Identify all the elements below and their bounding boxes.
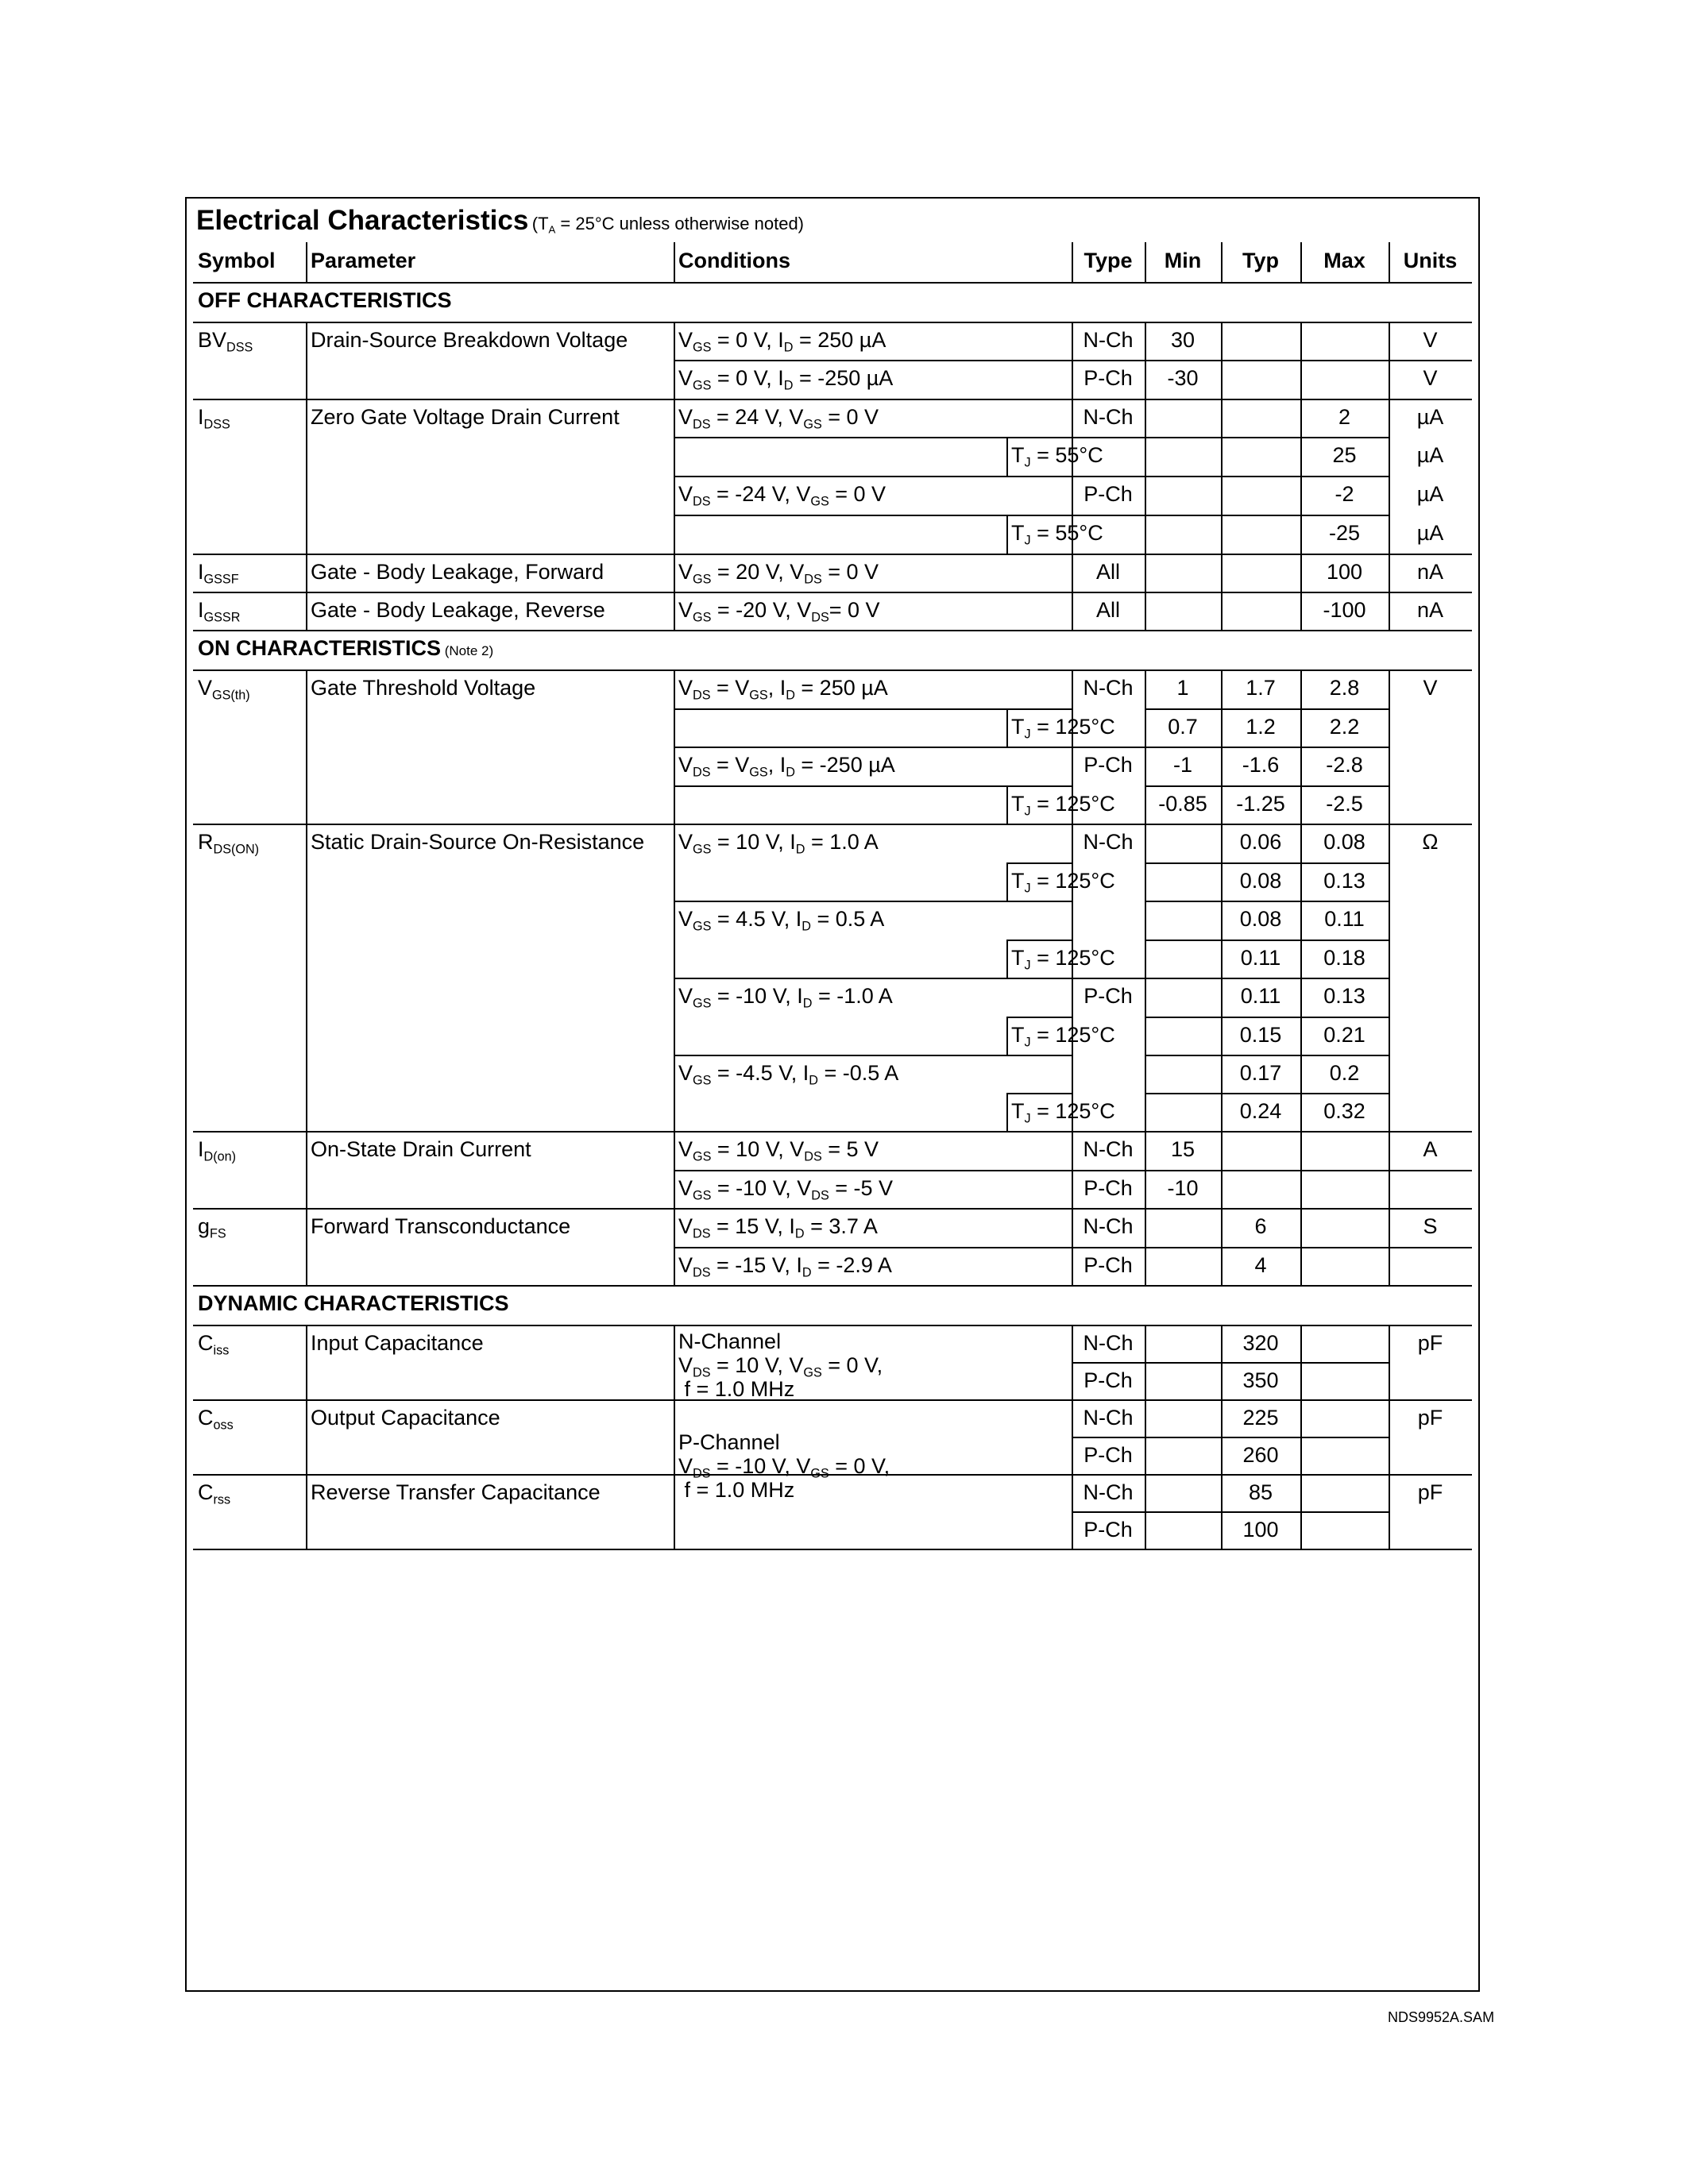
max: 0.18: [1323, 946, 1365, 970]
type: P-Ch: [1083, 1253, 1133, 1277]
unit: pF: [1417, 1331, 1443, 1355]
unit: V: [1423, 676, 1438, 700]
tj-condition: $T_J = 125^\circ C$: [1011, 792, 1115, 819]
section-off: OFF CHARACTERISTICS: [198, 288, 452, 312]
row-divider: [193, 1325, 1472, 1326]
max: 0.13: [1323, 869, 1365, 893]
typ: 85: [1248, 1480, 1273, 1504]
min: 15: [1170, 1137, 1196, 1161]
row-divider: [1006, 1017, 1072, 1018]
row-divider: [674, 978, 1072, 979]
max: 0.2: [1329, 1061, 1360, 1085]
type: P-Ch: [1083, 1518, 1133, 1542]
column-divider: [1006, 940, 1008, 978]
row-divider: [1072, 1511, 1389, 1513]
row-divider: [674, 1055, 1072, 1056]
column-divider: [306, 1325, 307, 1549]
condition-nchannel: N-Channel $V_{DS} = 10$ V, $V_{GS} = 0$ V, f = 1.0 MHz: [678, 1329, 883, 1401]
column-divider: [1072, 1325, 1073, 1549]
unit: Ω: [1422, 830, 1439, 854]
max: 0.13: [1323, 984, 1365, 1008]
row-divider: [1006, 437, 1072, 438]
type: P-Ch: [1083, 1176, 1133, 1200]
row-divider: [1389, 1247, 1472, 1248]
condition: $V_{GS} = -10$ V, $V_{DS} = -5$ V: [678, 1176, 894, 1203]
row-divider: [193, 399, 1472, 400]
param-bvdss: Drain-Source Breakdown Voltage: [311, 328, 628, 352]
type: N-Ch: [1083, 1406, 1134, 1430]
row-divider: [193, 630, 1472, 631]
condition: $V_{GS} = 10$ V, $V_{DS} = 5$ V: [678, 1137, 879, 1164]
row-divider: [1006, 862, 1072, 864]
column-divider: [674, 242, 675, 282]
row-divider: [1145, 862, 1389, 864]
min: 0.7: [1168, 715, 1198, 739]
tj-condition: $T_J = 125^\circ C$: [1011, 715, 1115, 742]
row-divider: [1145, 978, 1389, 979]
row-divider: [674, 1170, 1389, 1171]
max: -2.5: [1326, 792, 1363, 816]
condition: $V_{DS} = -15$ V, $I_D = -2.9$ A: [678, 1253, 892, 1280]
column-divider: [1006, 1093, 1008, 1131]
max: -100: [1323, 598, 1366, 622]
condition: $V_{GS} = 0$ V, $I_D = 250$ µA: [678, 328, 886, 355]
section-dynamic: DYNAMIC CHARACTERISTICS: [198, 1291, 509, 1315]
type: All: [1095, 560, 1120, 584]
column-header: Type: [1083, 249, 1133, 272]
condition: $V_{DS} = V_{GS}$, $I_D = -250$ µA: [678, 753, 895, 780]
row-divider: [1145, 1017, 1389, 1018]
typ: 0.24: [1239, 1099, 1282, 1123]
min: -10: [1167, 1176, 1199, 1200]
typ: -1.25: [1236, 792, 1285, 816]
condition: $V_{GS} = -20$ V, $V_{DS}= 0$ V: [678, 598, 880, 625]
symbol-coss: $C_{oss}$: [198, 1406, 234, 1433]
unit: A: [1423, 1137, 1438, 1161]
row-divider: [193, 1131, 1472, 1133]
column-divider: [1145, 1325, 1146, 1549]
row-divider: [193, 554, 1472, 555]
row-divider: [1006, 940, 1072, 941]
symbol-idss: $I_{DSS}$: [198, 405, 230, 432]
param-rdson: Static Drain-Source On-Resistance: [311, 830, 645, 854]
row-divider: [193, 1208, 1472, 1210]
max: 2.2: [1329, 715, 1360, 739]
unit: V: [1423, 328, 1438, 352]
electrical-characteristics-table: [193, 242, 1472, 1549]
symbol-igssf: $I_{GSSF}$: [198, 560, 239, 587]
tj-condition: $T_J = 125^\circ C$: [1011, 869, 1115, 896]
typ: 100: [1242, 1518, 1279, 1542]
max: 0.11: [1324, 907, 1365, 931]
condition: $V_{GS} = -10$ V, $I_D = -1.0$ A: [678, 984, 893, 1011]
section-on-note: (Note 2): [441, 643, 494, 658]
column-header: Conditions: [678, 249, 790, 272]
typ: 0.11: [1240, 984, 1281, 1008]
row-divider: [193, 322, 1472, 323]
max: 100: [1326, 560, 1363, 584]
condition: $V_{GS} = 20$ V, $V_{DS} = 0$ V: [678, 560, 879, 587]
column-divider: [1006, 862, 1008, 901]
typ: 0.15: [1239, 1023, 1282, 1047]
column-header: Min: [1164, 249, 1202, 272]
row-divider: [674, 1247, 1389, 1248]
unit: nA: [1416, 560, 1444, 584]
param-coss: Output Capacitance: [311, 1406, 500, 1430]
row-divider: [1072, 747, 1145, 748]
type: N-Ch: [1083, 1214, 1134, 1238]
tj-condition: $T_J = 125^\circ C$: [1011, 946, 1115, 973]
column-divider: [306, 669, 307, 1285]
column-header: Parameter: [311, 249, 416, 272]
column-divider: [306, 322, 307, 630]
document-code: NDS9952A.SAM: [1388, 2009, 1495, 2025]
column-divider: [674, 1325, 675, 1549]
type: P-Ch: [1083, 366, 1133, 390]
column-header: Typ: [1242, 249, 1279, 272]
row-divider: [1145, 1055, 1389, 1056]
type: P-Ch: [1083, 1443, 1133, 1467]
min: -0.85: [1158, 792, 1207, 816]
column-divider: [1300, 1325, 1302, 1549]
typ: 320: [1242, 1331, 1279, 1355]
unit: pF: [1417, 1406, 1443, 1430]
param-igssr: Gate - Body Leakage, Reverse: [311, 598, 605, 622]
unit: µA: [1416, 482, 1444, 506]
row-divider: [193, 1474, 674, 1476]
tj-condition: $T_J = 125^\circ C$: [1011, 1023, 1115, 1050]
row-divider: [193, 669, 1472, 671]
row-divider: [193, 592, 1472, 593]
typ: 350: [1242, 1368, 1279, 1392]
unit: µA: [1416, 405, 1444, 429]
type: P-Ch: [1083, 1368, 1133, 1392]
typ: 0.06: [1239, 830, 1282, 854]
column-divider: [674, 669, 675, 1285]
column-header: Units: [1403, 249, 1458, 272]
column-divider: [1006, 1017, 1008, 1055]
column-divider: [674, 322, 675, 630]
max: 2: [1338, 405, 1351, 429]
row-divider: [1145, 708, 1389, 710]
row-divider: [1145, 785, 1389, 787]
row-divider: [1145, 747, 1389, 748]
row-divider: [193, 1399, 674, 1401]
row-divider: [674, 360, 1389, 361]
param-idss: Zero Gate Voltage Drain Current: [311, 405, 620, 429]
type: N-Ch: [1083, 830, 1134, 854]
condition: $V_{DS} = 15$ V, $I_D = 3.7$ A: [678, 1214, 878, 1241]
param-crss: Reverse Transfer Capacitance: [311, 1480, 601, 1504]
condition: $V_{DS} = 24$ V, $V_{GS} = 0$ V: [678, 405, 879, 432]
row-divider: [193, 1285, 1472, 1287]
row-divider: [1145, 940, 1389, 941]
condition-pchannel: P-Channel $V_{DS} = -10$ V, $V_{GS} = 0$ V, f = 1.0 MHz: [678, 1430, 890, 1502]
max: 0.08: [1323, 830, 1365, 854]
column-divider: [1389, 1325, 1390, 1549]
unit: µA: [1416, 443, 1444, 467]
typ: 0.11: [1240, 946, 1281, 970]
type: N-Ch: [1083, 1480, 1134, 1504]
max: 2.8: [1329, 676, 1360, 700]
unit: V: [1423, 366, 1438, 390]
condition: $V_{GS} = 4.5$ V, $I_D = 0.5$ A: [678, 907, 885, 934]
row-divider: [674, 476, 1389, 477]
column-header: Symbol: [198, 249, 276, 272]
max: 25: [1332, 443, 1357, 467]
param-idon: On-State Drain Current: [311, 1137, 531, 1161]
row-divider: [193, 824, 1472, 825]
typ: 260: [1242, 1443, 1279, 1467]
typ: 1.2: [1246, 715, 1276, 739]
tj-condition: $T_J = 55^\circ C$: [1011, 521, 1103, 548]
min: 30: [1170, 328, 1196, 352]
column-divider: [306, 242, 307, 282]
column-divider: [1006, 515, 1008, 554]
row-divider: [193, 1549, 1472, 1550]
row-divider: [1006, 785, 1072, 787]
type: N-Ch: [1083, 328, 1134, 352]
type: N-Ch: [1083, 1331, 1134, 1355]
symbol-idon: $I_{D(on)}$: [198, 1137, 236, 1164]
table-title-main: Electrical Characteristics: [196, 205, 529, 236]
row-divider: [1072, 1437, 1389, 1438]
symbol-gfs: $g_{FS}$: [198, 1214, 226, 1241]
min: 1: [1176, 676, 1189, 700]
typ: 225: [1242, 1406, 1279, 1430]
type: N-Ch: [1083, 1137, 1134, 1161]
max: 0.21: [1323, 1023, 1365, 1047]
type: All: [1095, 598, 1120, 622]
row-divider: [1145, 901, 1389, 902]
table-title: [196, 205, 804, 237]
max: -25: [1328, 521, 1361, 545]
symbol-rdson: $R_{DS(ON)}$: [198, 830, 260, 857]
symbol-bvdss: $BV_{DSS}$: [198, 328, 253, 355]
row-divider: [193, 282, 1472, 284]
row-divider: [674, 747, 1072, 748]
condition: $V_{GS} = 10$ V, $I_D = 1.0$ A: [678, 830, 879, 857]
row-divider: [1389, 1170, 1472, 1171]
tj-condition: $T_J = 55^\circ C$: [1011, 443, 1103, 470]
unit: nA: [1416, 598, 1444, 622]
unit: µA: [1416, 521, 1444, 545]
condition: $V_{GS} = 0$ V, $I_D = -250$ µA: [678, 366, 894, 393]
row-divider: [1006, 708, 1072, 710]
column-divider: [1006, 708, 1008, 747]
max: -2: [1335, 482, 1354, 506]
type: P-Ch: [1083, 482, 1133, 506]
type: N-Ch: [1083, 405, 1134, 429]
type: P-Ch: [1083, 984, 1133, 1008]
typ: 0.08: [1239, 907, 1282, 931]
max: 0.32: [1323, 1099, 1365, 1123]
column-divider: [1221, 322, 1223, 630]
typ: -1.6: [1242, 753, 1280, 777]
typ: 6: [1254, 1214, 1267, 1238]
row-divider: [1072, 978, 1145, 979]
section-on: ON CHARACTERISTICS (Note 2): [198, 636, 494, 660]
condition: $V_{DS} = -24$ V, $V_{GS} = 0$ V: [678, 482, 886, 509]
typ: 1.7: [1246, 676, 1276, 700]
param-gfs: Forward Transconductance: [311, 1214, 571, 1238]
tj-condition: $T_J = 125^\circ C$: [1011, 1099, 1115, 1126]
min: -1: [1172, 753, 1192, 777]
row-divider: [1072, 1362, 1389, 1364]
column-divider: [1389, 669, 1390, 1285]
param-vgsth: Gate Threshold Voltage: [311, 676, 536, 700]
column-header: Max: [1323, 249, 1365, 272]
column-divider: [1006, 785, 1008, 824]
symbol-igssr: $I_{GSSR}$: [198, 598, 241, 625]
unit: pF: [1417, 1480, 1443, 1504]
condition: $V_{DS} = V_{GS}$, $I_D = 250$ µA: [678, 676, 888, 703]
column-divider: [1006, 437, 1008, 476]
typ: 0.17: [1239, 1061, 1282, 1085]
min: -30: [1167, 366, 1199, 390]
param-igssf: Gate - Body Leakage, Forward: [311, 560, 605, 584]
row-divider: [1006, 515, 1072, 516]
row-divider: [674, 901, 1072, 902]
symbol-vgsth: $V_{GS(th)}$: [198, 676, 250, 703]
typ: 4: [1254, 1253, 1267, 1277]
row-divider: [1145, 1093, 1389, 1094]
typ: 0.08: [1239, 869, 1282, 893]
max: -2.8: [1326, 753, 1363, 777]
unit: S: [1423, 1214, 1438, 1238]
column-divider: [1221, 1325, 1223, 1549]
table-title-note: ($T_A = 25^\circ C$ unless otherwise noted): [531, 214, 805, 236]
symbol-crss: $C_{rss}$: [198, 1480, 231, 1507]
type: P-Ch: [1083, 753, 1133, 777]
symbol-ciss: $C_{iss}$: [198, 1331, 230, 1358]
type: N-Ch: [1083, 676, 1134, 700]
condition: $V_{GS} = -4.5$ V, $I_D = -0.5$ A: [678, 1061, 899, 1088]
param-ciss: Input Capacitance: [311, 1331, 484, 1355]
row-divider: [1006, 1093, 1072, 1094]
row-divider: [1389, 360, 1472, 361]
